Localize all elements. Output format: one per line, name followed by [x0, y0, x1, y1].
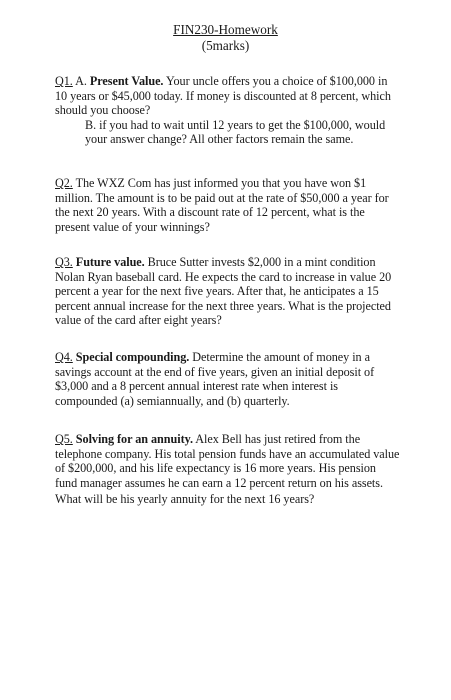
question-number: Q2. [55, 176, 73, 190]
marks-label: (5marks) [201, 38, 250, 53]
question-title: Solving for an annuity. [75, 432, 193, 446]
question-text: Determine the amount of money in a savings account at the end of five years, given an initial deposit of $3,000 and a 8 percent annual interest rate when interest is compounded (a) semiannually, and (b) quarterly. [55, 350, 375, 408]
question-title: Special compounding. [75, 350, 190, 364]
course-title: FIN230-Homework [173, 22, 278, 37]
question-number: Q5. [55, 432, 73, 446]
question-number: Q3. [55, 255, 73, 269]
part-a-label: A. [75, 74, 87, 88]
question-part-b: B. if you had to wait until 12 years to get the $100,000, would your answer change? All other factors remain the same. [85, 117, 386, 147]
question-1 [55, 74, 401, 147]
question-text: Bruce Sutter invests $2,000 in a mint condition Nolan Ryan baseball card. He expects the card to increase in value 20 percent a year for the next five years. After that, he anticipates a 15 percent annual increase for the next three years. What is the projected value of the card after eight years? [55, 255, 392, 328]
question-number: Q1. [55, 74, 73, 88]
question-3 [55, 255, 401, 328]
question-text: Alex Bell has just retired from the telephone company. His total pension funds have an accumulated value of $200,000, and his life expectancy is 16 more years. His pension fund manager assumes he can earn a 12 percent return on his assets. [55, 432, 400, 490]
question-text: The WXZ Com has just informed you that you have won $1 million. The amount is to be paid out at the rate of $50,000 a year for the next 20 years. With a discount rate of 12 percent, what is the present value of your winnings? [55, 176, 389, 234]
document-header [0, 22, 451, 54]
question-text: Your uncle offers you a choice of $100,000 in 10 years or $45,000 today. If money is discounted at 8 percent, which should you choose? [55, 74, 391, 118]
question-title: Present Value. [89, 74, 164, 88]
question-title: Future value. [75, 255, 145, 269]
question-4 [55, 350, 401, 408]
question-5 [55, 432, 401, 507]
question-followup: What will be his yearly annuity for the next 16 years? [55, 492, 315, 507]
question-number: Q4. [55, 350, 73, 364]
question-2 [55, 176, 401, 234]
